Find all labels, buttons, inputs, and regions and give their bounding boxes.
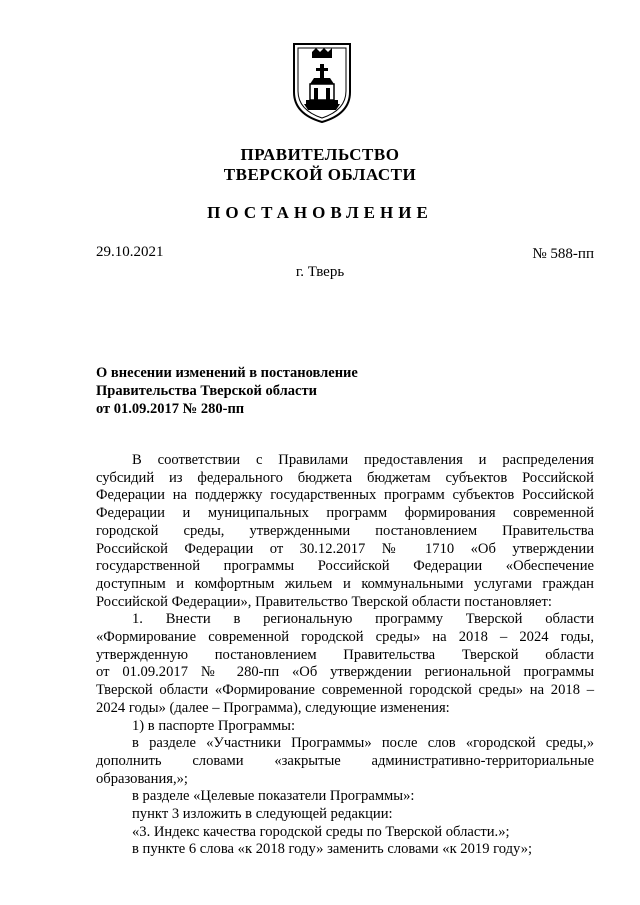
document-type: ПОСТАНОВЛЕНИЕ bbox=[207, 203, 433, 222]
title-line: от 01.09.2017 № 280-пп bbox=[96, 401, 245, 417]
body-line: Российской Федерации», Правительство Тверской области постановляет: bbox=[96, 593, 552, 610]
document-title bbox=[96, 364, 456, 418]
government-name-line1: ПРАВИТЕЛЬСТВО bbox=[240, 145, 400, 164]
body-line: государственной программы Российской Федерации «Обеспечение bbox=[96, 558, 594, 575]
body-line: дополнить словами «закрытые административно-территориальные bbox=[96, 752, 594, 769]
body-line: Российской Федерации от 30.12.2017 № 1710 «Об утверждении bbox=[96, 540, 594, 557]
body-line: Федерации на поддержку государственных программ субъектов Российской bbox=[96, 487, 594, 504]
document-body bbox=[96, 452, 594, 859]
body-line: Федерации и муниципальных программ формирования современной bbox=[96, 505, 594, 522]
body-line: в разделе «Целевые показатели Программы»: bbox=[132, 788, 415, 805]
body-line: Тверской области «Формирование современной городской среды» на 2018 – bbox=[96, 682, 594, 699]
document-city: г. Тверь bbox=[295, 264, 345, 280]
body-line: в разделе «Участники Программы» после слов «городской среды,» bbox=[132, 735, 594, 752]
government-name-line2: ТВЕРСКОЙ ОБЛАСТИ bbox=[223, 165, 417, 184]
body-line: городской среды, утвержденными постановлением Правительства bbox=[96, 522, 594, 539]
body-line: в пункте 6 слова «к 2018 году» заменить словами «к 2019 году»; bbox=[132, 841, 533, 858]
document-number: № 588-пп bbox=[532, 246, 594, 262]
document-date: 29.10.2021 bbox=[96, 244, 164, 260]
body-line: субсидий из федерального бюджета бюджетам субъектов Российской bbox=[96, 469, 594, 486]
body-line: 1) в паспорте Программы: bbox=[132, 717, 296, 734]
body-line: 1. Внести в региональную программу Тверской области bbox=[132, 611, 594, 628]
title-line: О внесении изменений в постановление bbox=[96, 365, 358, 381]
body-line: В соответствии с Правилами предоставления и распределения bbox=[132, 452, 594, 468]
body-line: образования,»; bbox=[96, 770, 188, 787]
coat-of-arms-icon bbox=[290, 38, 354, 124]
body-line: утвержденную постановлением Правительства Тверской области bbox=[96, 646, 594, 663]
body-line: доступным и комфортным жильем и коммунальными услугами граждан bbox=[96, 575, 594, 592]
body-line: «3. Индекс качества городской среды по Тверской области.»; bbox=[132, 823, 510, 840]
body-line: пункт 3 изложить в следующей редакции: bbox=[132, 806, 393, 823]
body-line: от 01.09.2017 № 280-пп «Об утверждении региональной программы bbox=[96, 664, 594, 681]
body-line: «Формирование современной городской среды» на 2018 – 2024 годы, bbox=[96, 629, 594, 646]
body-line: 2024 годы» (далее – Программа), следующие изменения: bbox=[96, 699, 450, 716]
title-line: Правительства Тверской области bbox=[96, 383, 317, 399]
